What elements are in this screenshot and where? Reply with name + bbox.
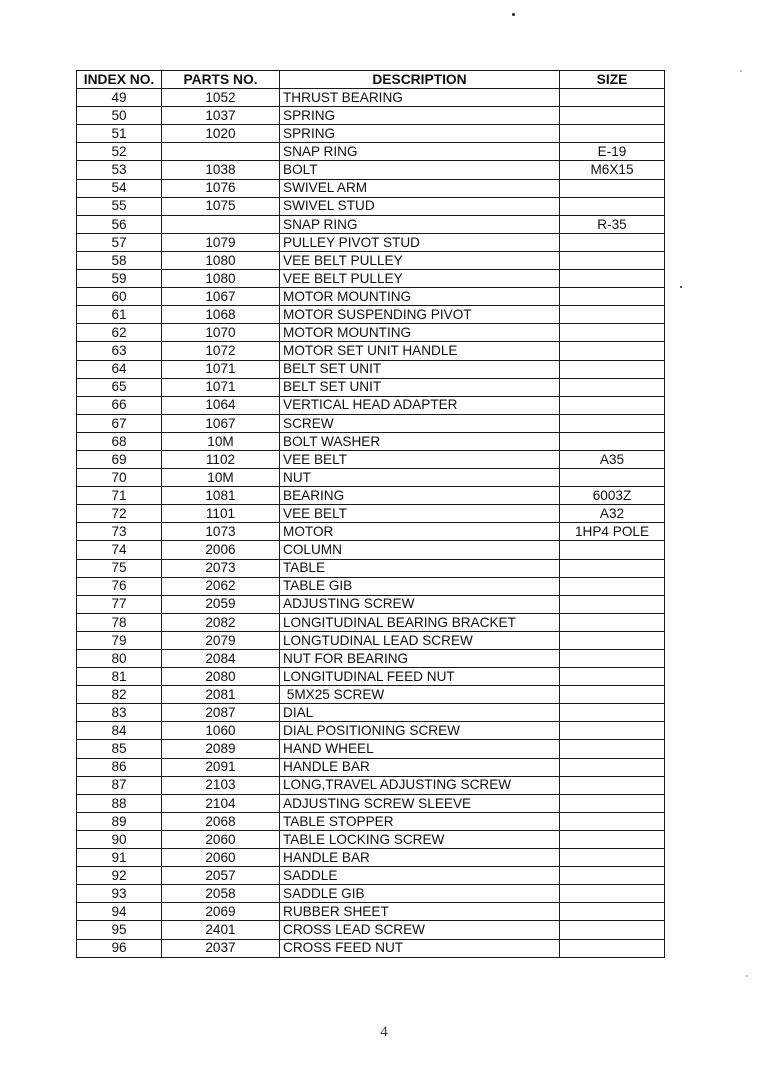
- size-cell: [560, 650, 665, 668]
- parts-no-cell: 1081: [162, 487, 280, 505]
- description-cell: LONGITUDINAL FEED NUT: [280, 668, 560, 686]
- index-no-cell: 57: [77, 233, 162, 251]
- table-row: [77, 830, 665, 848]
- index-no-cell: 58: [77, 251, 162, 269]
- description-cell: SNAP RING: [280, 215, 560, 233]
- index-no-cell: 82: [77, 686, 162, 704]
- description-cell: NUT: [280, 469, 560, 487]
- description-cell: VEE BELT PULLEY: [280, 270, 560, 288]
- table-row: [77, 722, 665, 740]
- parts-no-cell: 2084: [162, 650, 280, 668]
- index-no-cell: 53: [77, 161, 162, 179]
- table-row: [77, 324, 665, 342]
- description-cell: TABLE LOCKING SCREW: [280, 830, 560, 848]
- description-cell: LONG,TRAVEL ADJUSTING SCREW: [280, 776, 560, 794]
- parts-no-cell: 2062: [162, 577, 280, 595]
- index-no-cell: 87: [77, 776, 162, 794]
- index-no-cell: 55: [77, 197, 162, 215]
- size-cell: [560, 613, 665, 631]
- table-row: [77, 89, 665, 107]
- parts-no-cell: 1052: [162, 89, 280, 107]
- index-no-cell: 95: [77, 921, 162, 939]
- parts-no-cell: 1102: [162, 450, 280, 468]
- table-row: [77, 342, 665, 360]
- parts-no-cell: 2091: [162, 758, 280, 776]
- index-no-cell: 86: [77, 758, 162, 776]
- header-size: SIZE: [560, 71, 665, 89]
- index-no-cell: 65: [77, 378, 162, 396]
- table-row: [77, 450, 665, 468]
- index-no-cell: 96: [77, 939, 162, 957]
- index-no-cell: 84: [77, 722, 162, 740]
- index-no-cell: 89: [77, 812, 162, 830]
- size-cell: [560, 794, 665, 812]
- index-no-cell: 76: [77, 577, 162, 595]
- parts-no-cell: 1020: [162, 125, 280, 143]
- description-cell: SNAP RING: [280, 143, 560, 161]
- description-cell: COLUMN: [280, 541, 560, 559]
- parts-no-cell: 1038: [162, 161, 280, 179]
- table-row: [77, 125, 665, 143]
- index-no-cell: 75: [77, 559, 162, 577]
- description-cell: ADJUSTING SCREW SLEEVE: [280, 794, 560, 812]
- parts-table: [76, 70, 665, 958]
- size-cell: [560, 432, 665, 450]
- table-row: [77, 740, 665, 758]
- table-row: [77, 469, 665, 487]
- size-cell: [560, 668, 665, 686]
- size-cell: [560, 107, 665, 125]
- parts-no-cell: 1080: [162, 251, 280, 269]
- table-row: [77, 143, 665, 161]
- parts-no-cell: 1070: [162, 324, 280, 342]
- size-cell: [560, 595, 665, 613]
- description-cell: LONGTUDINAL LEAD SCREW: [280, 631, 560, 649]
- parts-no-cell: 1060: [162, 722, 280, 740]
- index-no-cell: 92: [77, 867, 162, 885]
- index-no-cell: 66: [77, 396, 162, 414]
- table-row: [77, 631, 665, 649]
- index-no-cell: 69: [77, 450, 162, 468]
- index-no-cell: 77: [77, 595, 162, 613]
- index-no-cell: 70: [77, 469, 162, 487]
- parts-no-cell: 1067: [162, 288, 280, 306]
- parts-no-cell: 1064: [162, 396, 280, 414]
- scan-speck: [680, 286, 682, 288]
- index-no-cell: 63: [77, 342, 162, 360]
- description-cell: BELT SET UNIT: [280, 360, 560, 378]
- description-cell: TABLE STOPPER: [280, 812, 560, 830]
- index-no-cell: 71: [77, 487, 162, 505]
- parts-no-cell: 2073: [162, 559, 280, 577]
- parts-no-cell: 2059: [162, 595, 280, 613]
- index-no-cell: 59: [77, 270, 162, 288]
- table-row: [77, 867, 665, 885]
- parts-no-cell: 2058: [162, 885, 280, 903]
- description-cell: VEE BELT: [280, 505, 560, 523]
- size-cell: [560, 704, 665, 722]
- parts-no-cell: 2006: [162, 541, 280, 559]
- table-row: [77, 215, 665, 233]
- description-cell: THRUST BEARING: [280, 89, 560, 107]
- table-row: [77, 288, 665, 306]
- size-cell: [560, 740, 665, 758]
- description-cell: PULLEY PIVOT STUD: [280, 233, 560, 251]
- parts-no-cell: 1068: [162, 306, 280, 324]
- size-cell: [560, 631, 665, 649]
- table-row: [77, 107, 665, 125]
- table-row: [77, 251, 665, 269]
- index-no-cell: 73: [77, 523, 162, 541]
- parts-no-cell: 2079: [162, 631, 280, 649]
- index-no-cell: 60: [77, 288, 162, 306]
- parts-no-cell: 2082: [162, 613, 280, 631]
- table-row: [77, 812, 665, 830]
- table-row: [77, 414, 665, 432]
- table-row: [77, 360, 665, 378]
- parts-no-cell: 1071: [162, 360, 280, 378]
- size-cell: [560, 867, 665, 885]
- size-cell: [560, 903, 665, 921]
- parts-no-cell: 1072: [162, 342, 280, 360]
- parts-no-cell: 10M: [162, 469, 280, 487]
- table-row: [77, 306, 665, 324]
- parts-no-cell: 1076: [162, 179, 280, 197]
- table-row: [77, 668, 665, 686]
- index-no-cell: 67: [77, 414, 162, 432]
- parts-no-cell: 1080: [162, 270, 280, 288]
- table-row: [77, 595, 665, 613]
- index-no-cell: 81: [77, 668, 162, 686]
- size-cell: [560, 288, 665, 306]
- description-cell: SWIVEL STUD: [280, 197, 560, 215]
- size-cell: [560, 577, 665, 595]
- table-row: [77, 650, 665, 668]
- header-index-no: INDEX NO.: [77, 71, 162, 89]
- description-cell: VEE BELT: [280, 450, 560, 468]
- parts-no-cell: 2069: [162, 903, 280, 921]
- index-no-cell: 51: [77, 125, 162, 143]
- description-cell: NUT FOR BEARING: [280, 650, 560, 668]
- index-no-cell: 79: [77, 631, 162, 649]
- parts-no-cell: 2089: [162, 740, 280, 758]
- parts-no-cell: 1067: [162, 414, 280, 432]
- table-row: [77, 161, 665, 179]
- size-cell: [560, 921, 665, 939]
- size-cell: [560, 179, 665, 197]
- parts-no-cell: 2060: [162, 830, 280, 848]
- table-row: [77, 432, 665, 450]
- description-cell: HAND WHEEL: [280, 740, 560, 758]
- parts-no-cell: 2060: [162, 849, 280, 867]
- size-cell: [560, 849, 665, 867]
- parts-no-cell: 1101: [162, 505, 280, 523]
- table-row: [77, 903, 665, 921]
- size-cell: E-19: [560, 143, 665, 161]
- size-cell: [560, 125, 665, 143]
- index-no-cell: 49: [77, 89, 162, 107]
- description-cell: SPRING: [280, 125, 560, 143]
- parts-no-cell: 1079: [162, 233, 280, 251]
- size-cell: A35: [560, 450, 665, 468]
- description-cell: RUBBER SHEET: [280, 903, 560, 921]
- description-cell: SPRING: [280, 107, 560, 125]
- size-cell: [560, 233, 665, 251]
- index-no-cell: 52: [77, 143, 162, 161]
- description-cell: MOTOR SUSPENDING PIVOT: [280, 306, 560, 324]
- index-no-cell: 54: [77, 179, 162, 197]
- size-cell: [560, 324, 665, 342]
- size-cell: [560, 306, 665, 324]
- table-row: [77, 197, 665, 215]
- size-cell: [560, 830, 665, 848]
- table-header-row: [77, 71, 665, 89]
- parts-no-cell: 2080: [162, 668, 280, 686]
- description-cell: BOLT: [280, 161, 560, 179]
- parts-no-cell: 2087: [162, 704, 280, 722]
- parts-no-cell: 1075: [162, 197, 280, 215]
- size-cell: [560, 686, 665, 704]
- description-cell: MOTOR MOUNTING: [280, 288, 560, 306]
- parts-no-cell: 2057: [162, 867, 280, 885]
- index-no-cell: 50: [77, 107, 162, 125]
- size-cell: M6X15: [560, 161, 665, 179]
- parts-no-cell: 1071: [162, 378, 280, 396]
- size-cell: [560, 469, 665, 487]
- description-cell: VERTICAL HEAD ADAPTER: [280, 396, 560, 414]
- size-cell: [560, 812, 665, 830]
- parts-no-cell: 2104: [162, 794, 280, 812]
- header-parts-no: PARTS NO.: [162, 71, 280, 89]
- description-cell: HANDLE BAR: [280, 758, 560, 776]
- description-cell: CROSS LEAD SCREW: [280, 921, 560, 939]
- index-no-cell: 94: [77, 903, 162, 921]
- table-row: [77, 939, 665, 957]
- description-cell: MOTOR: [280, 523, 560, 541]
- size-cell: [560, 270, 665, 288]
- index-no-cell: 62: [77, 324, 162, 342]
- table-row: [77, 794, 665, 812]
- index-no-cell: 56: [77, 215, 162, 233]
- index-no-cell: 78: [77, 613, 162, 631]
- table-row: [77, 577, 665, 595]
- description-cell: TABLE GIB: [280, 577, 560, 595]
- parts-no-cell: 1073: [162, 523, 280, 541]
- index-no-cell: 74: [77, 541, 162, 559]
- description-cell: VEE BELT PULLEY: [280, 251, 560, 269]
- size-cell: [560, 722, 665, 740]
- size-cell: [560, 89, 665, 107]
- size-cell: [560, 559, 665, 577]
- index-no-cell: 64: [77, 360, 162, 378]
- parts-no-cell: [162, 143, 280, 161]
- size-cell: [560, 396, 665, 414]
- size-cell: [560, 251, 665, 269]
- size-cell: [560, 342, 665, 360]
- size-cell: A32: [560, 505, 665, 523]
- description-cell: ADJUSTING SCREW: [280, 595, 560, 613]
- parts-no-cell: 2401: [162, 921, 280, 939]
- scan-speck: [740, 70, 742, 72]
- description-cell: DIAL POSITIONING SCREW: [280, 722, 560, 740]
- size-cell: R-35: [560, 215, 665, 233]
- page-number: 4: [380, 1024, 388, 1040]
- parts-table-body: [77, 89, 665, 958]
- header-description: DESCRIPTION: [280, 71, 560, 89]
- size-cell: [560, 939, 665, 957]
- description-cell: SCREW: [280, 414, 560, 432]
- size-cell: [560, 197, 665, 215]
- index-no-cell: 85: [77, 740, 162, 758]
- description-cell: 5MX25 SCREW: [280, 686, 560, 704]
- table-row: [77, 233, 665, 251]
- size-cell: 6003Z: [560, 487, 665, 505]
- parts-no-cell: 2068: [162, 812, 280, 830]
- description-cell: SWIVEL ARM: [280, 179, 560, 197]
- parts-no-cell: [162, 215, 280, 233]
- size-cell: [560, 360, 665, 378]
- table-row: [77, 849, 665, 867]
- size-cell: [560, 885, 665, 903]
- index-no-cell: 61: [77, 306, 162, 324]
- table-row: [77, 758, 665, 776]
- table-row: [77, 921, 665, 939]
- index-no-cell: 72: [77, 505, 162, 523]
- description-cell: SADDLE GIB: [280, 885, 560, 903]
- table-row: [77, 487, 665, 505]
- table-row: [77, 505, 665, 523]
- table-row: [77, 396, 665, 414]
- index-no-cell: 88: [77, 794, 162, 812]
- size-cell: [560, 378, 665, 396]
- parts-no-cell: 2103: [162, 776, 280, 794]
- size-cell: [560, 541, 665, 559]
- description-cell: BEARING: [280, 487, 560, 505]
- parts-no-cell: 2037: [162, 939, 280, 957]
- table-row: [77, 885, 665, 903]
- description-cell: DIAL: [280, 704, 560, 722]
- description-cell: CROSS FEED NUT: [280, 939, 560, 957]
- description-cell: MOTOR SET UNIT HANDLE: [280, 342, 560, 360]
- index-no-cell: 80: [77, 650, 162, 668]
- index-no-cell: 90: [77, 830, 162, 848]
- table-row: [77, 378, 665, 396]
- index-no-cell: 91: [77, 849, 162, 867]
- index-no-cell: 93: [77, 885, 162, 903]
- table-row: [77, 179, 665, 197]
- size-cell: [560, 758, 665, 776]
- scan-speck: [512, 13, 515, 16]
- parts-no-cell: 2081: [162, 686, 280, 704]
- table-row: [77, 686, 665, 704]
- table-row: [77, 270, 665, 288]
- table-row: [77, 776, 665, 794]
- description-cell: SADDLE: [280, 867, 560, 885]
- table-row: [77, 541, 665, 559]
- size-cell: [560, 776, 665, 794]
- table-row: [77, 559, 665, 577]
- index-no-cell: 83: [77, 704, 162, 722]
- size-cell: [560, 414, 665, 432]
- size-cell: 1HP4 POLE: [560, 523, 665, 541]
- description-cell: LONGITUDINAL BEARING BRACKET: [280, 613, 560, 631]
- description-cell: TABLE: [280, 559, 560, 577]
- description-cell: HANDLE BAR: [280, 849, 560, 867]
- parts-no-cell: 10M: [162, 432, 280, 450]
- description-cell: BELT SET UNIT: [280, 378, 560, 396]
- scan-speck: [746, 975, 748, 977]
- table-row: [77, 613, 665, 631]
- table-row: [77, 704, 665, 722]
- parts-no-cell: 1037: [162, 107, 280, 125]
- table-row: [77, 523, 665, 541]
- description-cell: BOLT WASHER: [280, 432, 560, 450]
- description-cell: MOTOR MOUNTING: [280, 324, 560, 342]
- index-no-cell: 68: [77, 432, 162, 450]
